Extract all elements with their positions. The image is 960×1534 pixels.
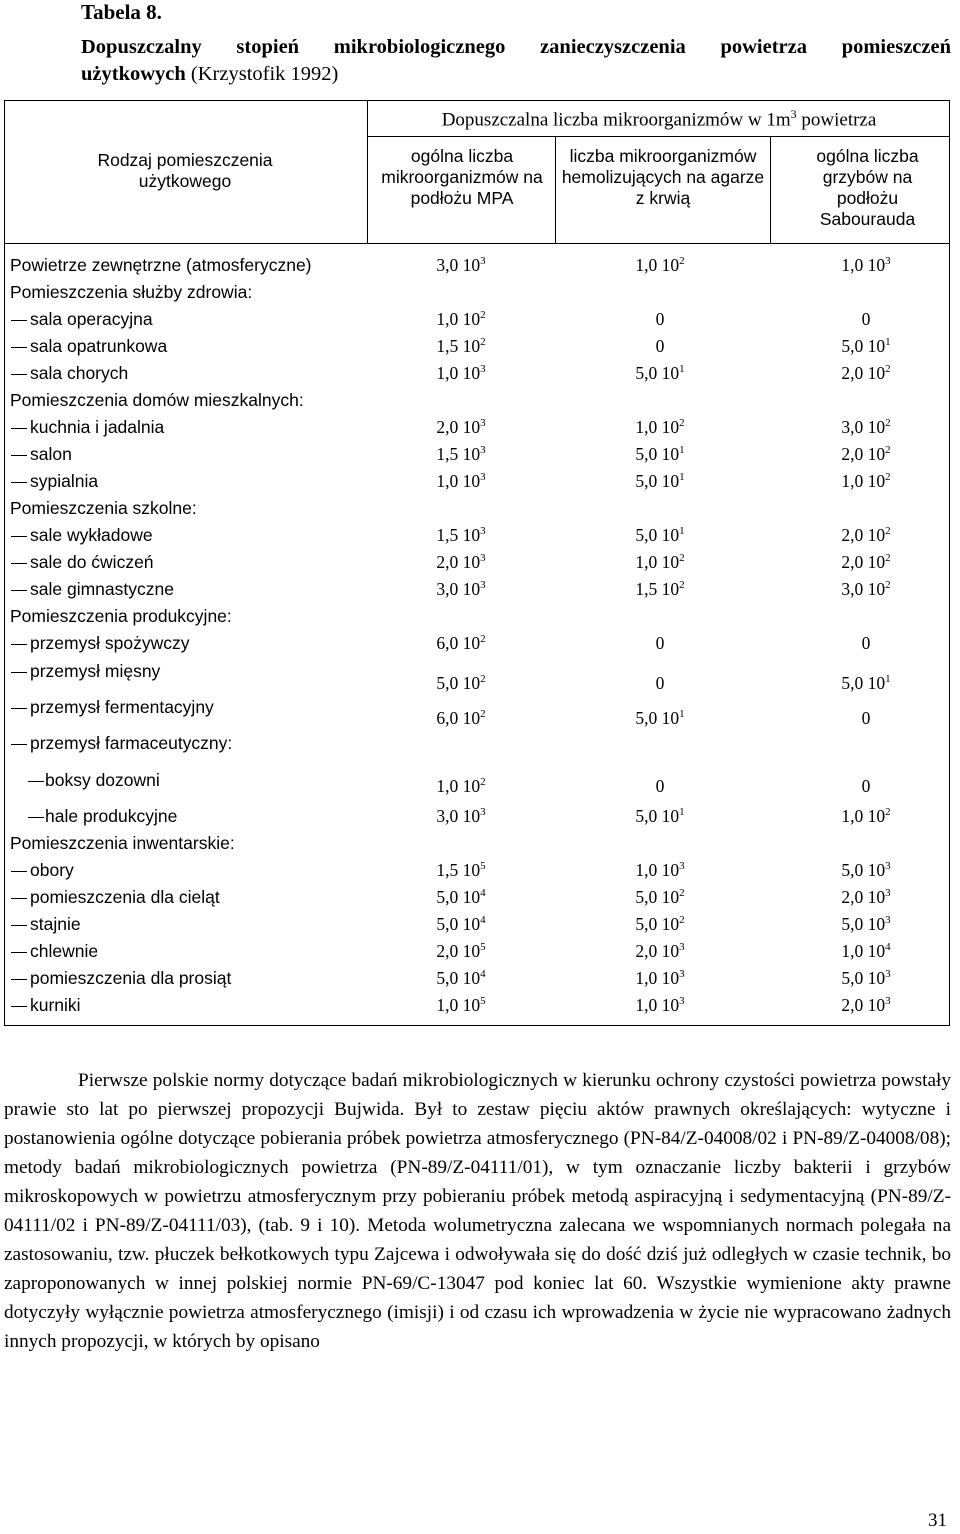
bullet-dash (28, 781, 44, 782)
header-top-text: Dopuszczalna liczba mikroorganizmów w 1m (441, 109, 791, 131)
cell-exponent: 3 (480, 525, 486, 537)
page-number: 31 (928, 1510, 947, 1531)
cell-exponent: 3 (679, 968, 685, 980)
row-label: przemysł fermentacyjny (30, 697, 214, 717)
cell-mantissa: 3,0 10 (436, 579, 481, 599)
cell-mantissa: 1,0 10 (635, 552, 680, 572)
cell-exponent: 2 (679, 914, 685, 926)
cell-value (580, 336, 740, 357)
cell-mantissa: 0 (861, 708, 871, 728)
bullet-dash (11, 744, 27, 745)
cell-exponent: 3 (679, 860, 685, 872)
cell-value (580, 444, 740, 465)
cell-value (381, 336, 541, 357)
bullet-dash (28, 817, 44, 818)
cell-mantissa: 3,0 10 (436, 255, 481, 275)
cell-value (786, 309, 946, 330)
cell-mantissa: 2,0 10 (841, 552, 886, 572)
cell-value (786, 914, 946, 935)
cell-value (786, 255, 946, 276)
bullet-dash (11, 590, 27, 591)
cell-mantissa: 3,0 10 (841, 579, 886, 599)
cell-value (786, 860, 946, 881)
row-label: kuchnia i jadalnia (30, 417, 165, 437)
cell-exponent: 2 (679, 887, 685, 899)
cell-value (580, 309, 740, 330)
cell-value (580, 525, 740, 546)
cell-exponent: 2 (480, 708, 486, 720)
cell-exponent: 3 (885, 255, 891, 267)
bullet-dash (11, 482, 27, 483)
cell-value (381, 673, 541, 694)
bullet-dash (11, 347, 27, 348)
cell-exponent: 5 (480, 941, 486, 953)
header-room-type: Rodzaj pomieszczenia użytkowego (97, 150, 273, 191)
cell-mantissa: 1,0 10 (436, 776, 481, 796)
cell-value (786, 525, 946, 546)
cell-value (786, 708, 946, 729)
cell-exponent: 2 (885, 525, 891, 537)
table-label: Tabela 8. (81, 0, 162, 24)
cell-value (580, 673, 740, 694)
cell-value (381, 525, 541, 546)
bullet-dash (11, 979, 27, 980)
bullet-dash (11, 644, 27, 645)
cell-value (580, 776, 740, 797)
cell-exponent: 4 (480, 968, 486, 980)
cell-mantissa: 0 (655, 673, 665, 693)
cell-exponent: 3 (480, 806, 486, 818)
cell-mantissa: 2,0 10 (841, 363, 886, 383)
row-label: sale gimnastyczne (30, 579, 174, 599)
cell-value (580, 633, 740, 654)
cell-mantissa: 2,0 10 (841, 525, 886, 545)
cell-mantissa: 0 (655, 633, 665, 653)
cell-exponent: 2 (885, 471, 891, 483)
cell-exponent: 4 (480, 887, 486, 899)
row-label: Pomieszczenia domów mieszkalnych: (10, 390, 304, 410)
cell-mantissa: 2,0 10 (436, 552, 481, 572)
bullet-dash (11, 898, 27, 899)
row-label: Pomieszczenia produkcyjne: (10, 606, 232, 626)
cell-value (580, 579, 740, 600)
cell-value (786, 552, 946, 573)
cell-exponent: 3 (480, 417, 486, 429)
cell-mantissa: 5,0 10 (436, 968, 481, 988)
cell-exponent: 2 (679, 417, 685, 429)
row-label: Pomieszczenia szkolne: (10, 498, 197, 518)
cell-value (381, 363, 541, 384)
cell-mantissa: 2,0 10 (436, 941, 481, 961)
header-col1: ogólna liczba mikroorganizmów na podłożu MPA (381, 146, 543, 208)
cell-exponent: 3 (885, 887, 891, 899)
cell-value (381, 887, 541, 908)
cell-mantissa: 3,0 10 (436, 806, 481, 826)
cell-exponent: 3 (679, 941, 685, 953)
cell-mantissa: 5,0 10 (841, 673, 886, 693)
cell-value (381, 995, 541, 1016)
row-label: Pomieszczenia inwentarskie: (10, 833, 235, 853)
cell-mantissa: 1,5 10 (436, 444, 481, 464)
cell-mantissa: 5,0 10 (436, 887, 481, 907)
cell-mantissa: 0 (861, 776, 871, 796)
cell-value (786, 633, 946, 654)
row-label: chlewnie (30, 941, 99, 961)
header-col2: liczba mikroorganizmów hemolizujących na agarze z krwią (561, 146, 765, 208)
cell-exponent: 5 (480, 995, 486, 1007)
bullet-dash (11, 952, 27, 953)
cell-mantissa: 5,0 10 (635, 471, 680, 491)
header-top-sup: 3 (790, 107, 797, 121)
row-label: sala opatrunkowa (30, 336, 168, 356)
cell-value (381, 968, 541, 989)
cell-value (786, 673, 946, 694)
row-label: obory (30, 860, 74, 880)
row-label: hale produkcyjne (45, 806, 178, 826)
cell-mantissa: 1,5 10 (436, 525, 481, 545)
header-divider-right (770, 136, 771, 243)
cell-exponent: 2 (885, 806, 891, 818)
row-label: sala chorych (30, 363, 129, 383)
cell-mantissa: 1,0 10 (841, 471, 886, 491)
cell-exponent: 2 (480, 776, 486, 788)
cell-mantissa: 5,0 10 (635, 363, 680, 383)
header-top (370, 104, 948, 130)
cell-exponent: 3 (885, 914, 891, 926)
cell-mantissa: 1,5 10 (436, 336, 481, 356)
bullet-dash (11, 871, 27, 872)
cell-value (580, 363, 740, 384)
cell-mantissa: 5,0 10 (436, 914, 481, 934)
cell-mantissa: 0 (655, 309, 665, 329)
header-col3: ogólna liczba grzybów na podłożu Sabourauda (816, 146, 919, 229)
cell-exponent: 1 (679, 363, 685, 375)
cell-value (381, 708, 541, 729)
header-subrule (367, 136, 950, 137)
cell-mantissa: 5,0 10 (841, 968, 886, 988)
cell-mantissa: 0 (655, 336, 665, 356)
cell-value (381, 309, 541, 330)
cell-mantissa: 2,0 10 (436, 417, 481, 437)
cell-value (580, 887, 740, 908)
cell-value (786, 336, 946, 357)
bullet-dash (11, 672, 27, 673)
row-label: sala operacyjna (30, 309, 153, 329)
row-label: sypialnia (30, 471, 99, 491)
cell-exponent: 2 (885, 417, 891, 429)
cell-exponent: 3 (480, 255, 486, 267)
cell-exponent: 1 (679, 708, 685, 720)
cell-exponent: 4 (480, 914, 486, 926)
cell-mantissa: 2,0 10 (841, 995, 886, 1015)
cell-mantissa: 6,0 10 (436, 708, 481, 728)
cell-value (580, 860, 740, 881)
cell-value (381, 914, 541, 935)
cell-mantissa: 2,0 10 (635, 941, 680, 961)
row-label: salon (30, 444, 72, 464)
row-label: sale wykładowe (30, 525, 153, 545)
row-label: przemysł farmaceutyczny: (30, 733, 233, 753)
cell-exponent: 3 (885, 995, 891, 1007)
bullet-dash (11, 1006, 27, 1007)
cell-mantissa: 0 (861, 633, 871, 653)
cell-mantissa: 6,0 10 (436, 633, 481, 653)
cell-value (381, 255, 541, 276)
cell-exponent: 5 (480, 860, 486, 872)
cell-value (580, 255, 740, 276)
cell-mantissa: 5,0 10 (841, 860, 886, 880)
cell-mantissa: 5,0 10 (841, 914, 886, 934)
cell-value (381, 633, 541, 654)
cell-value (381, 860, 541, 881)
cell-exponent: 1 (679, 806, 685, 818)
cell-exponent: 2 (885, 552, 891, 564)
cell-mantissa: 1,0 10 (635, 860, 680, 880)
row-label: pomieszczenia dla cieląt (30, 887, 220, 907)
bullet-dash (11, 320, 27, 321)
cell-exponent: 3 (480, 363, 486, 375)
cell-value (580, 806, 740, 827)
cell-mantissa: 1,0 10 (635, 995, 680, 1015)
cell-exponent: 2 (480, 336, 486, 348)
cell-value (580, 968, 740, 989)
cell-exponent: 2 (679, 579, 685, 591)
row-label: boksy dozowni (45, 770, 160, 790)
cell-exponent: 3 (480, 471, 486, 483)
cell-exponent: 3 (885, 968, 891, 980)
cell-mantissa: 1,0 10 (841, 255, 886, 275)
cell-value (786, 968, 946, 989)
table-title-normal-part: (Krzystofik 1992) (185, 63, 339, 85)
cell-mantissa: 1,0 10 (436, 363, 481, 383)
bullet-dash (11, 536, 27, 537)
bullet-dash (11, 374, 27, 375)
cell-mantissa: 5,0 10 (635, 887, 680, 907)
cell-value (381, 941, 541, 962)
cell-exponent: 2 (885, 363, 891, 375)
cell-exponent: 1 (679, 525, 685, 537)
cell-mantissa: 2,0 10 (841, 444, 886, 464)
cell-value (381, 471, 541, 492)
cell-exponent: 3 (480, 444, 486, 456)
cell-mantissa: 1,0 10 (635, 417, 680, 437)
cell-value (580, 941, 740, 962)
cell-mantissa: 5,0 10 (635, 708, 680, 728)
cell-value (381, 444, 541, 465)
cell-value (786, 887, 946, 908)
header-divider-left (367, 100, 368, 243)
cell-value (580, 471, 740, 492)
cell-exponent: 3 (480, 579, 486, 591)
cell-mantissa: 1,0 10 (635, 968, 680, 988)
cell-exponent: 2 (480, 309, 486, 321)
cell-value (381, 806, 541, 827)
bullet-dash (11, 428, 27, 429)
cell-value (580, 417, 740, 438)
bullet-dash (11, 925, 27, 926)
header-divider-mid (555, 136, 556, 243)
cell-mantissa: 1,0 10 (841, 806, 886, 826)
cell-value (381, 552, 541, 573)
header-top-post: powietrza (796, 109, 877, 131)
cell-value (381, 776, 541, 797)
cell-mantissa: 5,0 10 (635, 914, 680, 934)
row-label: przemysł mięsny (30, 661, 161, 681)
cell-exponent: 1 (679, 471, 685, 483)
row-label: kurniki (30, 995, 81, 1015)
cell-mantissa: 1,0 10 (635, 255, 680, 275)
cell-exponent: 3 (480, 552, 486, 564)
cell-value (580, 914, 740, 935)
cell-value (580, 995, 740, 1016)
cell-value (786, 471, 946, 492)
cell-mantissa: 5,0 10 (635, 525, 680, 545)
cell-mantissa: 1,0 10 (841, 941, 886, 961)
cell-mantissa: 0 (655, 776, 665, 796)
header-bottom-rule (4, 243, 950, 244)
cell-mantissa: 1,0 10 (436, 471, 481, 491)
cell-exponent: 1 (679, 444, 685, 456)
cell-value (786, 806, 946, 827)
row-label: sale do ćwiczeń (30, 552, 154, 572)
cell-mantissa: 1,5 10 (436, 860, 481, 880)
cell-exponent: 3 (679, 995, 685, 1007)
cell-mantissa: 1,0 10 (436, 309, 481, 329)
cell-exponent: 4 (885, 941, 891, 953)
cell-exponent: 2 (679, 552, 685, 564)
cell-exponent: 3 (885, 860, 891, 872)
table-title-line2 (81, 63, 338, 86)
row-label: przemysł spożywczy (30, 633, 190, 653)
cell-mantissa: 5,0 10 (841, 336, 886, 356)
cell-mantissa: 5,0 10 (635, 444, 680, 464)
cell-exponent: 2 (480, 673, 486, 685)
cell-value (786, 363, 946, 384)
cell-value (580, 708, 740, 729)
cell-value (786, 995, 946, 1016)
cell-exponent: 2 (679, 255, 685, 267)
cell-mantissa: 5,0 10 (635, 806, 680, 826)
cell-mantissa: 5,0 10 (436, 673, 481, 693)
table-title-line1: Dopuszczalny stopień mikrobiologicznego zanieczyszczenia powietrza pomieszczeń (81, 36, 951, 58)
cell-mantissa: 1,5 10 (635, 579, 680, 599)
bullet-dash (11, 563, 27, 564)
cell-value (381, 417, 541, 438)
cell-value (786, 444, 946, 465)
cell-exponent: 2 (885, 444, 891, 456)
paragraph-text: Pierwsze polskie normy dotyczące badań mikrobiologicznych w kierunku ochrony czystości powietrza powstały prawie sto lat po pierwszej propozycji Bujwida. Był to zestaw pięciu aktów prawnych określających: wytyczne i postanowienia ogólne dotyczące pobierania próbek powietrza atmosferycznego (PN-84/Z-04008/02 i PN-89/Z-04008/08); metody badań mikrobiologicznych powietrza (PN-89/Z-04111/01), w tym oznaczanie liczby bakterii i grzybów mikroskopowych w powietrzu atmosferycznym przy pobieraniu próbek metodą aspiracyjną i sedymentacyjną (PN-89/Z-04111/02 i PN-89/Z-04111/03), (tab. 9 i 10). Metoda wolumetryczna zalecana we wspomnianych normach polegała na zastosowaniu, tzw. płuczek bełkotkowych typu Zajcewa i odwoływała się do dość dziś już odległych w czasie technik, bo zaproponowanych w innej polskiej normie PN-69/C-13047 pod koniec lat 60. Wszystkie wymienione akty prawne dotyczyły wyłącznie powietrza atmosferycznego (imisji) i od czasu ich wprowadzenia w życie nie wypracowano żadnych innych propozycji, w których by opisano (4, 1070, 951, 1352)
row-label: stajnie (30, 914, 81, 934)
cell-exponent: 1 (885, 673, 891, 685)
cell-exponent: 2 (480, 633, 486, 645)
cell-value (786, 417, 946, 438)
cell-exponent: 2 (885, 579, 891, 591)
row-label: Powietrze zewnętrzne (atmosferyczne) (10, 255, 312, 275)
table-title-bold-part: użytkowych (81, 63, 186, 85)
cell-mantissa: 0 (861, 309, 871, 329)
cell-mantissa: 1,0 10 (436, 995, 481, 1015)
bullet-dash (11, 455, 27, 456)
cell-value (786, 941, 946, 962)
cell-exponent: 1 (885, 336, 891, 348)
row-label: pomieszczenia dla prosiąt (30, 968, 232, 988)
cell-value (381, 579, 541, 600)
cell-value (786, 776, 946, 797)
bullet-dash (11, 708, 27, 709)
cell-mantissa: 2,0 10 (841, 887, 886, 907)
cell-value (580, 552, 740, 573)
body-paragraph (4, 1066, 951, 1356)
cell-value (786, 579, 946, 600)
row-label: Pomieszczenia służby zdrowia: (10, 282, 253, 302)
cell-mantissa: 3,0 10 (841, 417, 886, 437)
